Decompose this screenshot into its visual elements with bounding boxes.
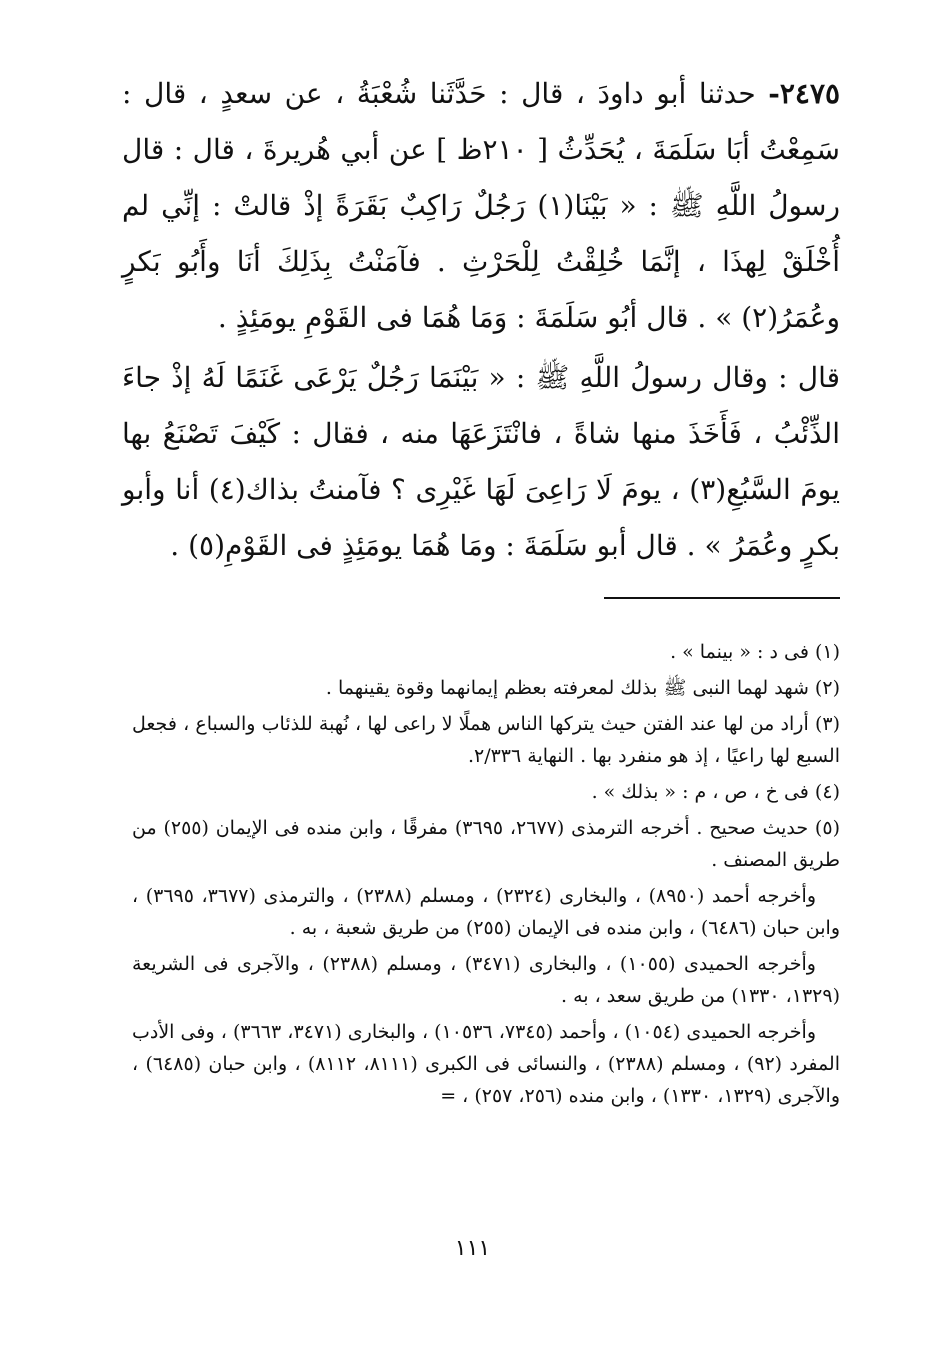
hadith-paragraph-2: قال : وقال رسولُ اللَّهِ ﷺ : « بَيْنَمَا رَجُلٌ يَرْعَى غَنَمًا لَهُ إذْ جاءَ الذِّئْبُ ، فَأَخَذَ منها شاةً ، فانْتَزَعَهَا منه ، فقال : كَيْفَ تَصْنَعُ بها يومَ السَّبُعِ(٣) ، يومَ لَا رَاعِىَ لَهَا غَيْرِى ؟ فآمنتُ بذاك(٤) أنا وأبو بكرٍ وعُمَرُ » . قال أبو سَلَمَةَ : ومَا هُمَا يومَئِذٍ فى القَوْمِ(٥) .: [122, 361, 840, 562]
footnote-3: (٣) أراد من لها عند الفتن حيث يتركها الناس هملًا لا راعى لها ، نُهبة للذئاب والسباع ، فجعل السبع لها راعيًا ، إذ هو منفرد بها . النهاية ٢/٣٣٦.: [132, 713, 840, 767]
page-number: ١١١: [454, 1236, 491, 1261]
footnote-2: (٢) شهد لهما النبى ﷺ بذلك لمعرفته بعظم إيمانهما وقوة يقينهما .: [325, 677, 840, 699]
takhrij-1: وأخرجه أحمد (٨٩٥٠) ، والبخارى (٢٣٢٤) ، ومسلم (٢٣٨٨) ، والترمذى (٣٦٧٧، ٣٦٩٥) ، وابن حبان (٦٤٨٦) ، وابن منده فى الإيمان (٢٥٥) من طريق شعبة ، به .: [132, 885, 840, 939]
footnotes: [132, 636, 840, 1116]
footnote-5: (٥) حديث صحيح . أخرجه الترمذى (٢٦٧٧، ٣٦٩٥) مفرقًا ، وابن منده فى الإيمان (٢٥٥) من طريق المصنف .: [132, 817, 840, 871]
hadith-paragraph-1: [122, 66, 840, 346]
footnote-separator: [604, 597, 840, 599]
takhrij-2: وأخرجه الحميدى (١٠٥٥) ، والبخارى (٣٤٧١) ، ومسلم (٢٣٨٨) ، والآجرى فى الشريعة (١٣٢٩، ١٣٣٠) من طريق سعد ، به .: [132, 953, 840, 1007]
footnote-1: (١) فى د : « بينما » .: [670, 641, 840, 663]
main-text: [122, 66, 840, 574]
takhrij-3: وأخرجه الحميدى (١٠٥٤) ، وأحمد (٧٣٤٥، ١٠٥٣٦) ، والبخارى (٣٤٧١، ٣٦٦٣) ، وفى الأدب المفرد (٩٢) ، ومسلم (٢٣٨٨) ، والنسائى فى الكبرى (٨١١١، ٨١١٢) ، وابن حبان (٦٤٨٥) ، والآجرى (١٣٢٩، ١٣٣٠) ، وابن منده (٢٥٦، ٢٥٧) ، =: [132, 1021, 840, 1107]
footnote-4: (٤) فى خ ، ص ، م : « بذلك » .: [591, 781, 840, 803]
hadith-text-1: حدثنا أبو داودَ ، قال : حَدَّثَنا شُعْبَةُ ، عن سعدٍ ، قال : سَمِعْتُ أبَا سَلَمَةَ ، يُحَدِّثُ [ ٢١٠ظ ] عن أبي هُريرةَ ، قال : قال رسولُ اللَّهِ ﷺ : « بَيْنَا(١) رَجُلٌ رَاكِبٌ بَقَرَةً إذْ قالتْ : إنِّي لم أُخْلَقْ لِهذَا ، إنَّمَا خُلِقْتُ لِلْحَرْثِ . فآمَنْتُ بِذَلِكَ أنَا وأَبُو بَكرٍ وعُمَرُ(٢) » . قال أبُو سَلَمَةَ : وَمَا هُمَا فى القَوْمِ يومَئِذٍ .: [122, 77, 841, 334]
hadith-number: ٢٤٧٥-: [768, 77, 841, 110]
